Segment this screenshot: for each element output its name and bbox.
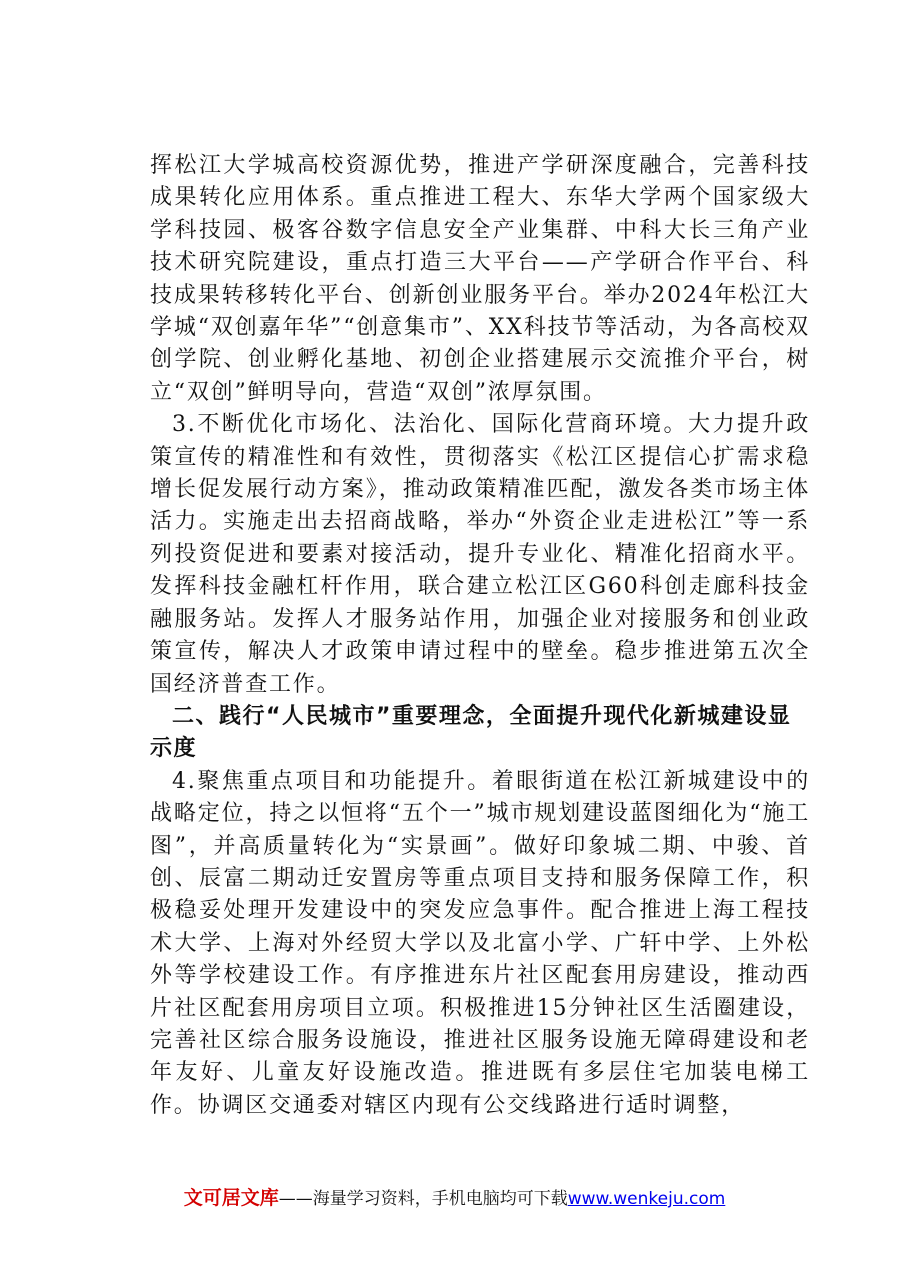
paragraph-item-3: 3.不断优化市场化、法治化、国际化营商环境。大力提升政策宣传的精准性和有效性，贯彻落实《松江区提信心扩需求稳增长促发展行动方案》，推动政策精准匹配，激发各类市场主体活力。实施走出去招商战略，举办“外资企业走进松江”等一系列投资促进和要素对接活动，提升专业化、精准化招商水平。发挥科技金融杠杆作用，联合建立松江区G60科创走廊科技金融服务站。发挥人才服务站作用，加强企业对接服务和创业政策宣传，解决人才政策申请过程中的壁垒。稳步推进第五次全国经济普查工作。 <box>150 412 810 697</box>
footer-site-link[interactable]: www.wenkeju.com <box>567 1189 726 1209</box>
footer-watermark <box>0 1183 909 1210</box>
section-heading-2: 二、践行“人民城市”重要理念，全面提升现代化新城建设显示度 <box>150 703 792 762</box>
paragraph-item-4: 4.聚焦重点项目和功能提升。着眼街道在松江新城建设中的战略定位，持之以恒将“五个一”城市规划建设蓝图细化为“施工图”，并高质量转化为“实景画”。做好印象城二期、中骏、首创、辰富二期动迁安置房等重点项目支持和服务保障工作，积极稳妥处理开发建设中的突发应急事件。配合推进上海工程技术大学、上海对外经贸大学以及北富小学、广轩中学、上外松外等学校建设工作。有序推进东片社区配套用房建设，推动西片社区配套用房项目立项。积极推进15分钟社区生活圈建设，完善社区综合服务设施设，推进社区服务设施无障碍建设和老年友好、儿童友好设施改造。推进既有多层住宅加装电梯工作。协调区交通委对辖区内现有公交线路进行适时调整， <box>150 768 810 1118</box>
footer-tagline: ——海量学习资料，手机电脑均可下载 <box>278 1189 568 1209</box>
paragraph-continuation: 挥松江大学城高校资源优势，推进产学研深度融合，完善科技成果转化应用体系。重点推进工程大、东华大学两个国家级大学科技园、极客谷数字信息安全产业集群、中科大长三角产业技术研究院建设，重点打造三大平台——产学研合作平台、科技成果转移转化平台、创新创业服务平台。举办2024年松江大学城“双创嘉年华”“创意集市”、XX科技节等活动，为各高校双创学院、创业孵化基地、初创企业搭建展示交流推介平台，树立“双创”鲜明导向，营造“双创”浓厚氛围。 <box>150 153 810 405</box>
footer-brand: 文可居文库 <box>183 1187 279 1209</box>
document-body <box>150 150 810 1122</box>
